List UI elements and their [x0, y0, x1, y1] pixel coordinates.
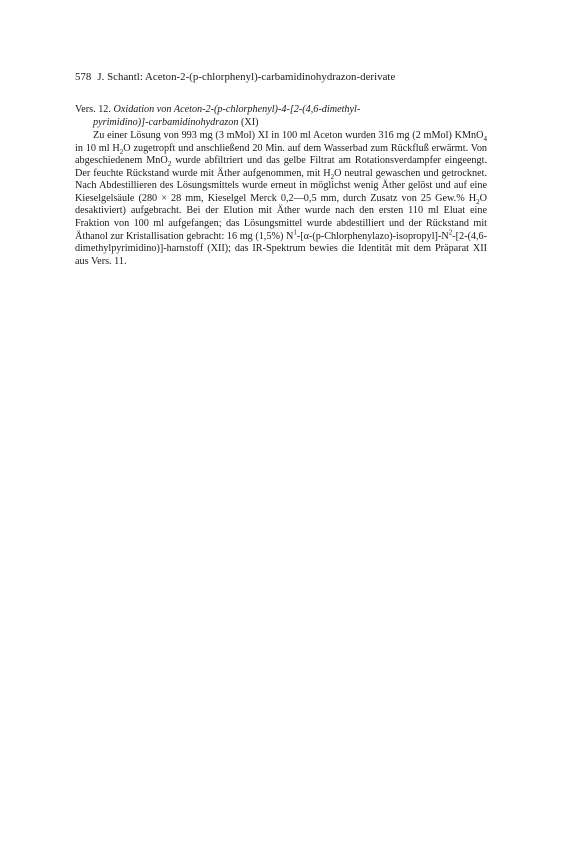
superscript: 1: [293, 228, 297, 237]
text-run: O neutral gewaschen und getrocknet. Nach Abdestillieren des Lösungsmittels wurde erneut in möglichst wenig Äther gelöst und auf eine Kieselgelsäule (280 × 28 mm, Kieselgel Merck 0,2—0,5 mm, durch Zusatz von 25 Gew.% H: [75, 167, 488, 204]
text-run: -[2-(4,6-dimethylpyrimidino)]-harnstoff (XII); das IR-Spektrum bewies die Identität mit dem Präparat XII aus Vers. 11.: [75, 230, 487, 267]
page-number: 578: [75, 71, 92, 83]
superscript: 2: [448, 228, 453, 237]
text-run: in 10 ml H: [75, 142, 120, 154]
experiment-title-line1: Oxidation von Aceton-2-(p-chlorphenyl)-4-[2-(4,6-dimethyl-: [113, 104, 361, 115]
experiment-heading: [75, 104, 487, 129]
experiment-section: [75, 104, 487, 268]
subscript: 2: [119, 147, 124, 156]
text-run: wurde abfiltriert und das gelbe Filtrat am Rotationsverdampfer eingeengt. Der feuchte Rückstand wurde mit Äther aufgenommen, mit H: [75, 155, 487, 179]
experiment-title-continuation: [75, 117, 487, 130]
running-title: J. Schantl: Aceton-2-(p-chlorphenyl)-carbamidinohydrazon-derivate: [97, 71, 396, 83]
text-run: O desaktiviert) aufgebracht. Bei der Elution mit Äther wurde nach den ersten 110 ml Eluat eine Fraktion von 100 ml aufgefangen; das Lösungsmittel wurde abdestilliert und der Rückstand mit Äthanol zur Kristallisation gebracht: 16 mg (1,5%) N: [75, 192, 487, 242]
subscript: 4: [483, 135, 487, 144]
text-run: O zugetropft und anschließend 20 Min. auf dem Wasserbad zum Rückfluß erwärmt. Von abgeschiedenem MnO: [75, 142, 488, 167]
experiment-label: Vers. 12.: [75, 104, 111, 115]
experiment-body: [75, 130, 487, 268]
subscript: 2: [476, 197, 480, 206]
text-run: Zu einer Lösung von 993 mg (3 mMol) XI in 100 ml Aceton wurden 316 mg (2 mMol) KMnO: [93, 130, 484, 142]
page: [75, 70, 487, 268]
text-run: -[α-(p-Chlorphenylazo)-isopropyl]-N: [296, 230, 449, 242]
procedure-paragraph: [75, 130, 487, 268]
subscript: 2: [330, 172, 335, 181]
compound-number: (XI): [241, 116, 259, 128]
running-header: [75, 70, 487, 84]
subscript: 2: [167, 160, 172, 169]
experiment-title-line2: pyrimidino)]-carbamidinohydrazon: [93, 116, 239, 128]
